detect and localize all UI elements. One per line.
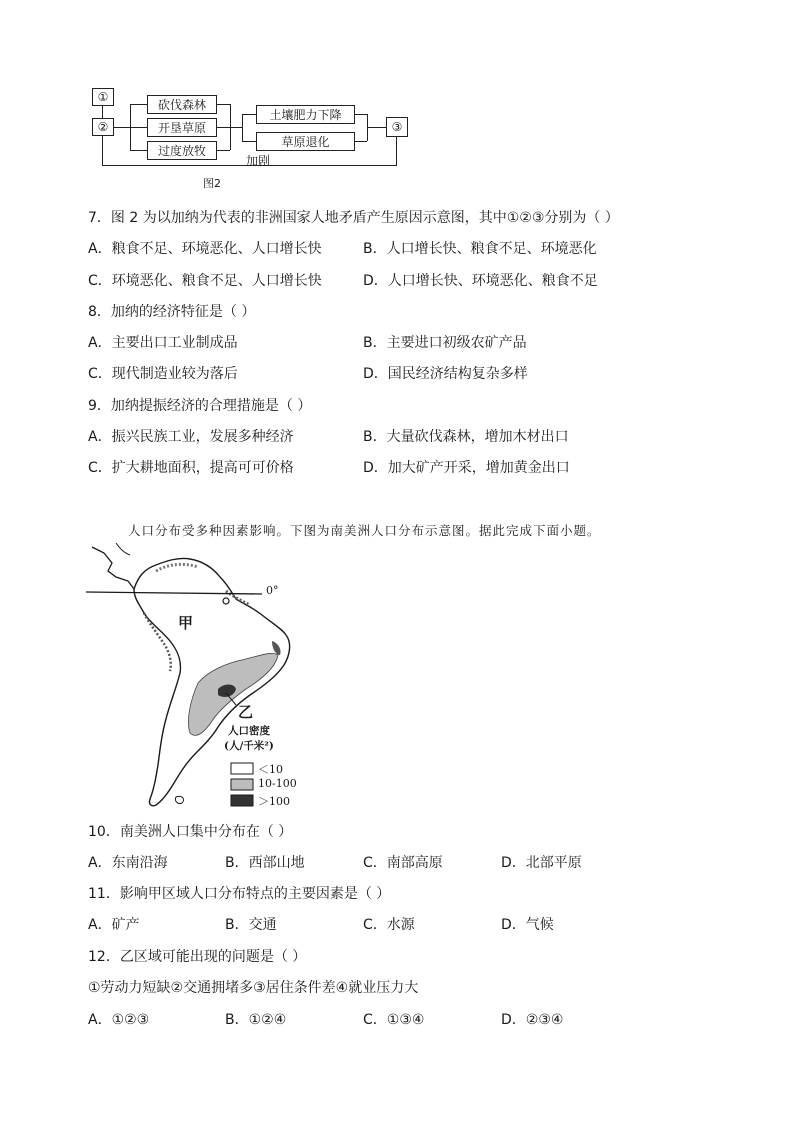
cause-deforestation-box: 砍伐森林 <box>147 95 217 114</box>
south-america-population-map <box>86 543 306 813</box>
question-8-option-b[interactable]: B．主要进口初级农矿产品 <box>363 335 527 351</box>
figure-caption: 图2 <box>203 177 221 190</box>
question-8-option-c[interactable]: C．现代制造业较为落后 <box>88 366 238 382</box>
central-america-outline <box>92 547 134 589</box>
question-10-option-c[interactable]: C．南部高原 <box>363 855 443 871</box>
question-11-option-a[interactable]: A．矿产 <box>88 917 140 933</box>
legend-low-swatch <box>231 763 253 774</box>
question-10-option-a[interactable]: A．东南沿海 <box>88 855 168 871</box>
question-11-stem: 11．影响甲区域人口分布特点的主要因素是（ ） <box>88 886 391 902</box>
feedback-label: 加剧 <box>246 154 271 168</box>
cause-overgrazing-box: 过度放牧 <box>147 141 217 160</box>
legend-unit: (人/千米²) <box>224 740 274 752</box>
question-11-option-c[interactable]: C．水源 <box>363 917 415 933</box>
region-b-label: 乙 <box>238 703 254 721</box>
question-12-option-d[interactable]: D．②③④ <box>501 1012 564 1028</box>
question-12-statements: ①劳动力短缺②交通拥堵多③居住条件差④就业压力大 <box>88 980 419 996</box>
effect-soil-fertility-box: 土壤肥力下降 <box>256 105 355 124</box>
question-9-option-d[interactable]: D．加大矿产开采，增加黄金出口 <box>363 460 570 476</box>
legend-mid-label: 10-100 <box>258 777 297 790</box>
arrow-node1-node2 <box>102 106 103 118</box>
question-9-option-c[interactable]: C．扩大耕地面积，提高可可价格 <box>88 460 294 476</box>
question-12-option-b[interactable]: B．①②④ <box>225 1012 287 1028</box>
effect-grassland-degradation-box: 草原退化 <box>256 132 355 151</box>
question-10-option-b[interactable]: B．西部山地 <box>225 855 305 871</box>
question-7-option-a[interactable]: A．粮食不足、环境恶化、人口增长快 <box>88 241 322 257</box>
question-12-option-c[interactable]: C．①③④ <box>363 1012 425 1028</box>
feedback-loop-line <box>396 137 397 165</box>
question-9-option-b[interactable]: B．大量砍伐森林，增加木材出口 <box>363 429 569 445</box>
question-9-stem: 9．加纳提振经济的合理措施是（ ） <box>88 398 312 414</box>
question-10-option-d[interactable]: D．北部平原 <box>501 855 582 871</box>
question-8-stem: 8．加纳的经济特征是（ ） <box>88 304 256 320</box>
node-3-box: ③ <box>386 117 408 137</box>
legend-high-label: ＞100 <box>258 795 290 808</box>
equator-label: 0° <box>266 584 279 597</box>
legend-title: 人口密度 <box>228 725 270 737</box>
map-intro-text: 人口分布受多种因素影响。下图为南美洲人口分布示意图。据此完成下面小题。 <box>128 523 601 538</box>
question-12-stem: 12．乙区域可能出现的问题是（ ） <box>88 949 307 965</box>
question-7-option-c[interactable]: C．环境恶化、粮食不足、人口增长快 <box>88 273 322 289</box>
question-10-stem: 10．南美洲人口集中分布在（ ） <box>88 824 293 840</box>
node-1-box: ① <box>92 88 114 106</box>
question-11-option-d[interactable]: D．气候 <box>501 917 554 933</box>
cause-reclaim-grassland-box: 开垦草原 <box>147 118 217 137</box>
legend-high-swatch <box>231 795 253 806</box>
region-a-label: 甲 <box>178 614 194 632</box>
legend-low-label: ＜10 <box>258 763 283 776</box>
question-7-option-b[interactable]: B．人口增长快、粮食不足、环境恶化 <box>363 241 597 257</box>
question-9-option-a[interactable]: A．振兴民族工业，发展多种经济 <box>88 429 294 445</box>
question-8-option-a[interactable]: A．主要出口工业制成品 <box>88 335 238 351</box>
legend-mid-swatch <box>231 779 253 790</box>
question-11-option-b[interactable]: B．交通 <box>225 917 277 933</box>
node-2-box: ② <box>92 118 114 136</box>
question-7-option-d[interactable]: D．人口增长快、环境恶化、粮食不足 <box>363 273 598 289</box>
question-8-option-d[interactable]: D．国民经济结构复杂多样 <box>363 366 528 382</box>
question-12-option-a[interactable]: A．①②③ <box>88 1012 150 1028</box>
question-7-stem: 7．图 2 为以加纳为代表的非洲国家人地矛盾产生原因示意图，其中①②③分别为（ ） <box>88 210 619 226</box>
